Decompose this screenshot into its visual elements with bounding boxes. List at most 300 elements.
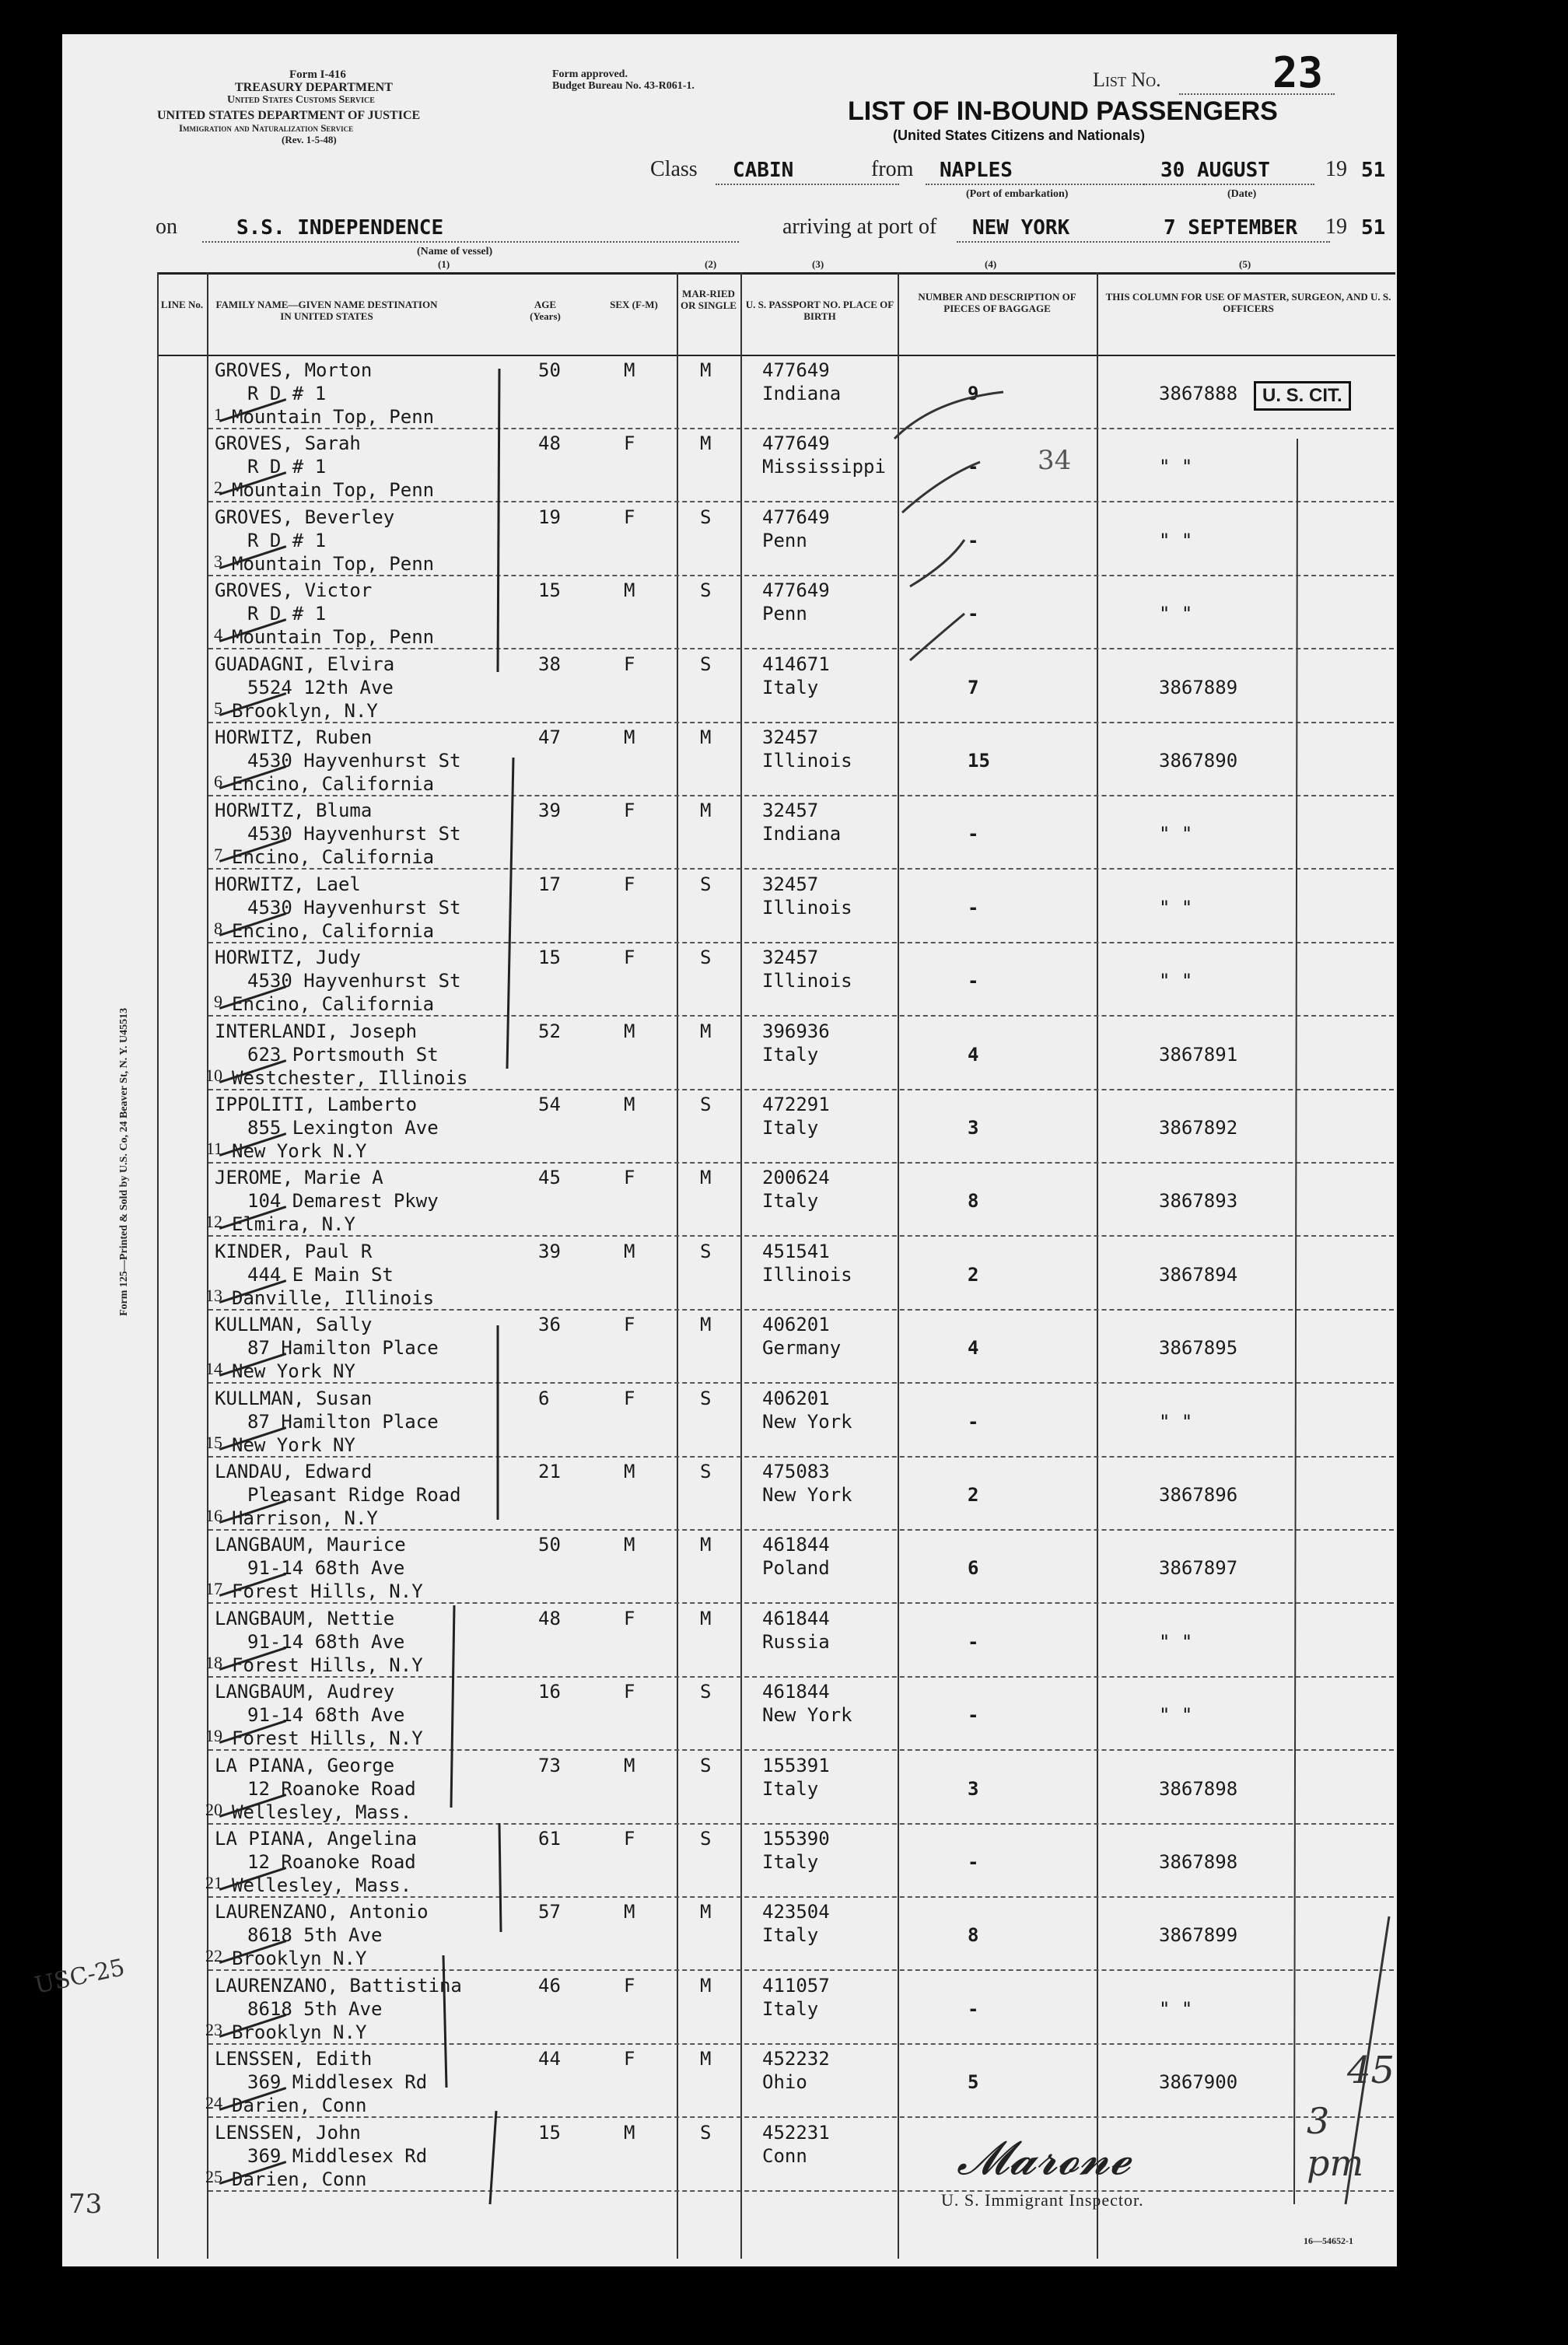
line-number: 1 bbox=[214, 404, 222, 424]
printer-imprint: Form 125—Printed & Sold by U.S. Co, 24 Beaver St, N. Y. U45513 bbox=[118, 1007, 130, 1316]
age: 16 bbox=[538, 1681, 561, 1703]
baggage-count: 2 bbox=[968, 1484, 979, 1506]
officer-number: 3867900 bbox=[1159, 2071, 1238, 2094]
vessel-name: S.S. INDEPENDENCE bbox=[236, 216, 444, 240]
address-line-1: 91-14 68th Ave bbox=[247, 1630, 405, 1653]
baggage-count: - bbox=[968, 1410, 979, 1433]
place-of-birth: Illinois bbox=[762, 1263, 852, 1286]
col-head-passport: U. S. PASSPORT NO. PLACE OF BIRTH bbox=[745, 299, 894, 322]
address-line-2: Encino, California bbox=[232, 846, 435, 869]
passport-number: 452231 bbox=[762, 2121, 830, 2144]
address-line-1: 12 Roanoke Road bbox=[247, 1851, 416, 1873]
passport-number: 477649 bbox=[762, 359, 830, 381]
embarkation-port: NAPLES bbox=[940, 159, 1013, 182]
address-line-1: 444 E Main St bbox=[247, 1263, 394, 1286]
address-line-1: 87 Hamilton Place bbox=[247, 1410, 439, 1433]
address-line-2: Brooklyn, N.Y bbox=[232, 699, 378, 722]
colnum-3: (3) bbox=[812, 258, 824, 270]
place-of-birth: Illinois bbox=[762, 970, 852, 992]
passport-number: 461844 bbox=[762, 1534, 830, 1556]
sex: M bbox=[624, 1534, 635, 1556]
sex: F bbox=[624, 1974, 635, 1997]
marital-status: M bbox=[700, 1020, 712, 1042]
arriving-label: arriving at port of bbox=[782, 215, 937, 239]
address-line-1: 87 Hamilton Place bbox=[247, 1337, 439, 1360]
marital-status: M bbox=[700, 1167, 712, 1189]
embarkation-date: 30 AUGUST bbox=[1160, 159, 1270, 182]
address-line-1: 4530 Hayvenhurst St bbox=[247, 970, 461, 992]
marital-status: M bbox=[700, 1901, 712, 1923]
passenger-name: GUADAGNI, Elvira bbox=[215, 653, 395, 675]
passenger-name: INTERLANDI, Joseph bbox=[215, 1020, 418, 1042]
age: 46 bbox=[538, 1974, 561, 1997]
place-of-birth: Indiana bbox=[762, 823, 842, 845]
line-number: 20 bbox=[205, 1799, 222, 1819]
line-number: 25 bbox=[205, 2166, 222, 2186]
passenger-name: KINDER, Paul R bbox=[215, 1240, 373, 1262]
officer-number: 3867889 bbox=[1159, 676, 1238, 698]
place-of-birth: Illinois bbox=[762, 750, 852, 772]
bottom-margin-note: 73 bbox=[68, 2189, 103, 2220]
sex: M bbox=[624, 1461, 635, 1482]
baggage-count: 2 bbox=[968, 1263, 979, 1286]
marital-status: S bbox=[700, 1387, 712, 1409]
officer-number: 3867892 bbox=[1159, 1117, 1238, 1139]
class-value: CABIN bbox=[733, 159, 794, 182]
list-subtitle: (United States Citizens and Nationals) bbox=[893, 128, 1146, 143]
passenger-name: LAURENZANO, Battistina bbox=[215, 1974, 462, 1997]
col-head-sex: SEX (F-M) bbox=[610, 299, 658, 310]
age: 48 bbox=[538, 432, 561, 455]
address-line-2: Mountain Top, Penn bbox=[232, 479, 435, 502]
baggage-count: - bbox=[968, 603, 979, 625]
baggage-count: 4 bbox=[968, 1337, 979, 1360]
officer-number: 3867893 bbox=[1159, 1190, 1238, 1213]
date-caption: (Date) bbox=[1227, 188, 1257, 200]
place-of-birth: Italy bbox=[762, 1851, 819, 1873]
passenger-name: HORWITZ, Bluma bbox=[215, 800, 373, 822]
marital-status: S bbox=[700, 1828, 712, 1850]
passport-number: 414671 bbox=[762, 653, 830, 675]
passport-number: 461844 bbox=[762, 1681, 830, 1703]
place-of-birth: Italy bbox=[762, 1777, 819, 1800]
line-number: 18 bbox=[205, 1652, 222, 1672]
passport-number: 32457 bbox=[762, 873, 819, 895]
line-number: 5 bbox=[214, 698, 222, 718]
address-line-1: 623 Portsmouth St bbox=[247, 1043, 439, 1066]
line-number: 14 bbox=[205, 1359, 222, 1379]
sex: F bbox=[624, 1828, 635, 1850]
passport-number: 472291 bbox=[762, 1094, 830, 1115]
sex: M bbox=[624, 1240, 635, 1262]
list-title: LIST OF IN-BOUND PASSENGERS bbox=[848, 96, 1278, 126]
place-of-birth: Penn bbox=[762, 529, 807, 551]
vessel-caption: (Name of vessel) bbox=[417, 246, 493, 257]
marital-status: S bbox=[700, 506, 712, 528]
baggage-count: 7 bbox=[968, 676, 979, 698]
marital-status: M bbox=[700, 1974, 712, 1997]
colnum-2: (2) bbox=[705, 258, 717, 270]
officer-number: " " bbox=[1159, 603, 1193, 625]
place-of-birth: Conn bbox=[762, 2144, 807, 2167]
sex: M bbox=[624, 726, 635, 748]
passenger-name: LANDAU, Edward bbox=[215, 1461, 373, 1482]
address-line-2: Encino, California bbox=[232, 773, 435, 795]
place-of-birth: Mississippi bbox=[762, 456, 886, 478]
baggage-count: 8 bbox=[968, 1924, 979, 1947]
marital-status: S bbox=[700, 653, 712, 675]
baggage-count: 8 bbox=[968, 1190, 979, 1213]
line-number: 13 bbox=[205, 1285, 222, 1305]
officer-number: " " bbox=[1159, 896, 1193, 919]
baggage-count: - bbox=[968, 823, 979, 845]
line-number: 10 bbox=[205, 1065, 222, 1085]
passenger-name: HORWITZ, Judy bbox=[215, 947, 361, 969]
age: 52 bbox=[538, 1020, 561, 1042]
officer-number: " " bbox=[1159, 456, 1193, 478]
address-line-1: 369 Middlesex Rd bbox=[247, 2144, 428, 2167]
col-head-line: LINE No. bbox=[160, 299, 204, 310]
baggage-count: - bbox=[968, 896, 979, 919]
officer-number: " " bbox=[1159, 1704, 1193, 1727]
arr-year: 51 bbox=[1361, 216, 1386, 240]
sex: F bbox=[624, 947, 635, 969]
line-number: 19 bbox=[205, 1726, 222, 1746]
place-of-birth: Italy bbox=[762, 1043, 819, 1066]
place-of-birth: Indiana bbox=[762, 383, 842, 404]
baggage-count: 3 bbox=[968, 1117, 979, 1139]
passport-number: 396936 bbox=[762, 1020, 830, 1042]
form-approved: Form approved. bbox=[552, 68, 628, 80]
address-line-1: 8618 5th Ave bbox=[247, 1924, 383, 1947]
address-line-1: Pleasant Ridge Road bbox=[247, 1484, 461, 1506]
age: 15 bbox=[538, 2121, 561, 2144]
marital-status: S bbox=[700, 873, 712, 895]
officer-number: 3867898 bbox=[1159, 1777, 1238, 1800]
marital-status: M bbox=[700, 2048, 712, 2070]
marital-status: M bbox=[700, 1607, 712, 1629]
list-no-label: List No. bbox=[1093, 68, 1161, 91]
sex: F bbox=[624, 1314, 635, 1336]
class-label: Class bbox=[650, 157, 698, 181]
sex: F bbox=[624, 506, 635, 528]
col-head-baggage: NUMBER AND DESCRIPTION OF PIECES OF BAGGAGE bbox=[918, 291, 1076, 314]
place-of-birth: Italy bbox=[762, 1997, 819, 2020]
age: 50 bbox=[538, 1534, 561, 1556]
on-label: on bbox=[156, 215, 177, 239]
margin-note-usc: USC-25 bbox=[32, 1954, 128, 2000]
baggage-count: - bbox=[968, 1851, 979, 1873]
colnum-5: (5) bbox=[1239, 258, 1251, 270]
baggage-count: - bbox=[968, 970, 979, 992]
arrival-date: 7 SEPTEMBER bbox=[1164, 216, 1298, 240]
colnum-4: (4) bbox=[985, 258, 997, 270]
age: 47 bbox=[538, 726, 561, 748]
sex: F bbox=[624, 653, 635, 675]
emb-year: 51 bbox=[1361, 159, 1386, 182]
passport-number: 32457 bbox=[762, 947, 819, 969]
officer-number: " " bbox=[1159, 970, 1193, 992]
place-of-birth: Poland bbox=[762, 1557, 830, 1580]
passenger-name: LANGBAUM, Audrey bbox=[215, 1681, 395, 1703]
passenger-name: KULLMAN, Sally bbox=[215, 1314, 373, 1336]
baggage-count: 9 bbox=[968, 383, 979, 404]
passport-number: 451541 bbox=[762, 1240, 830, 1262]
address-line-1: 855 Lexington Ave bbox=[247, 1117, 439, 1139]
address-line-1: 91-14 68th Ave bbox=[247, 1704, 405, 1727]
form-number: Form I-416 bbox=[289, 68, 346, 81]
passport-number: 32457 bbox=[762, 800, 819, 822]
line-number: 17 bbox=[205, 1579, 222, 1599]
address-line-2: Harrison, N.Y bbox=[232, 1507, 378, 1529]
sex: F bbox=[624, 1607, 635, 1629]
line-number: 9 bbox=[214, 992, 222, 1012]
marital-status: S bbox=[700, 2121, 712, 2144]
marital-status: M bbox=[700, 1314, 712, 1336]
line-number: 15 bbox=[205, 1432, 222, 1452]
address-line-2: New York N.Y bbox=[232, 1140, 367, 1162]
address-line-2: Danville, Illinois bbox=[232, 1286, 435, 1309]
address-line-2: Westchester, Illinois bbox=[232, 1066, 468, 1089]
address-line-1: 4530 Hayvenhurst St bbox=[247, 823, 461, 845]
age: 61 bbox=[538, 1828, 561, 1850]
baggage-count: 5 bbox=[968, 2071, 979, 2094]
age: 50 bbox=[538, 359, 561, 381]
port-caption: (Port of embarkation) bbox=[966, 188, 1069, 200]
address-line-1: R D # 1 bbox=[247, 456, 327, 478]
address-line-1: 369 Middlesex Rd bbox=[247, 2071, 428, 2094]
passenger-name: GROVES, Morton bbox=[215, 359, 373, 381]
age: 44 bbox=[538, 2048, 561, 2070]
place-of-birth: Italy bbox=[762, 1924, 819, 1947]
officer-number: " " bbox=[1159, 823, 1193, 845]
line-number: 3 bbox=[214, 551, 222, 571]
passport-number: 155390 bbox=[762, 1828, 830, 1850]
passenger-name: HORWITZ, Lael bbox=[215, 873, 361, 895]
inspector-label: U. S. Immigrant Inspector. bbox=[941, 2190, 1144, 2210]
address-line-2: New York NY bbox=[232, 1360, 355, 1383]
sex: F bbox=[624, 1387, 635, 1409]
place-of-birth: Penn bbox=[762, 603, 807, 625]
marital-status: S bbox=[700, 1681, 712, 1703]
sex: F bbox=[624, 873, 635, 895]
line-number: 7 bbox=[214, 845, 222, 865]
officer-number: 3867895 bbox=[1159, 1337, 1238, 1360]
officer-number: " " bbox=[1159, 1410, 1193, 1433]
passenger-name: GROVES, Victor bbox=[215, 579, 373, 602]
address-line-2: Wellesley, Mass. bbox=[232, 1874, 412, 1896]
baggage-count: 3 bbox=[968, 1777, 979, 1800]
passenger-name: JEROME, Marie A bbox=[215, 1167, 383, 1189]
address-line-1: R D # 1 bbox=[247, 603, 327, 625]
marital-status: M bbox=[700, 726, 712, 748]
place-of-birth: Italy bbox=[762, 1117, 819, 1139]
age: 17 bbox=[538, 873, 561, 895]
treasury-dept: TREASURY DEPARTMENT bbox=[235, 81, 393, 94]
passenger-name: GROVES, Beverley bbox=[215, 506, 395, 528]
marital-status: S bbox=[700, 579, 712, 602]
baggage-count: - bbox=[968, 1704, 979, 1727]
pen-brackets bbox=[62, 34, 1397, 2266]
passenger-name: LA PIANA, Angelina bbox=[215, 1828, 418, 1850]
officer-number: " " bbox=[1159, 1630, 1193, 1653]
officer-number: 3867888 bbox=[1159, 383, 1238, 404]
passport-number: 200624 bbox=[762, 1167, 830, 1189]
address-line-1: 4530 Hayvenhurst St bbox=[247, 750, 461, 772]
marital-status: M bbox=[700, 359, 712, 381]
officer-number: 3867899 bbox=[1159, 1924, 1238, 1947]
baggage-count: 6 bbox=[968, 1557, 979, 1580]
baggage-count: - bbox=[968, 529, 979, 551]
place-of-birth: New York bbox=[762, 1484, 852, 1506]
baggage-count: 15 bbox=[968, 750, 990, 772]
budget-number: Budget Bureau No. 43-R061-1. bbox=[552, 80, 695, 92]
place-of-birth: Germany bbox=[762, 1337, 842, 1360]
address-line-1: 104 Demarest Pkwy bbox=[247, 1190, 439, 1213]
age: 48 bbox=[538, 1607, 561, 1629]
officer-number: 3867897 bbox=[1159, 1557, 1238, 1580]
marital-status: S bbox=[700, 947, 712, 969]
col-head-married: MAR-RIED OR SINGLE bbox=[681, 288, 737, 311]
passport-number: 406201 bbox=[762, 1387, 830, 1409]
line-number: 8 bbox=[214, 918, 222, 938]
age: 54 bbox=[538, 1094, 561, 1115]
officer-number: 3867896 bbox=[1159, 1484, 1238, 1506]
address-line-1: R D # 1 bbox=[247, 383, 327, 404]
address-line-2: Mountain Top, Penn bbox=[232, 552, 435, 575]
line-number: 6 bbox=[214, 772, 222, 791]
passport-number: 406201 bbox=[762, 1314, 830, 1336]
passport-number: 477649 bbox=[762, 432, 830, 455]
address-line-2: Darien, Conn bbox=[232, 2095, 367, 2117]
address-line-2: Elmira, N.Y bbox=[232, 1213, 355, 1236]
line-number: 12 bbox=[205, 1212, 222, 1232]
officer-number: 3867891 bbox=[1159, 1043, 1238, 1066]
passenger-name: LANGBAUM, Nettie bbox=[215, 1607, 395, 1629]
place-of-birth: New York bbox=[762, 1704, 852, 1727]
place-of-birth: New York bbox=[762, 1410, 852, 1433]
revision-label: (Rev. 1-5-48) bbox=[282, 134, 337, 145]
officer-number: 3867890 bbox=[1159, 750, 1238, 772]
place-of-birth: Italy bbox=[762, 1190, 819, 1213]
passenger-name: HORWITZ, Ruben bbox=[215, 726, 373, 748]
passenger-name: LA PIANA, George bbox=[215, 1754, 395, 1776]
baggage-count: - bbox=[968, 1997, 979, 2020]
marital-status: M bbox=[700, 432, 712, 455]
officer-number: " " bbox=[1159, 1997, 1193, 2020]
age: 15 bbox=[538, 947, 561, 969]
from-label: from bbox=[871, 157, 914, 181]
place-of-birth: Russia bbox=[762, 1630, 830, 1653]
passport-number: 452232 bbox=[762, 2048, 830, 2070]
sex: M bbox=[624, 2121, 635, 2144]
line-number: 24 bbox=[205, 2093, 222, 2113]
sex: M bbox=[624, 579, 635, 602]
age: 15 bbox=[538, 579, 561, 602]
line-number: 21 bbox=[205, 1873, 222, 1892]
place-of-birth: Illinois bbox=[762, 896, 852, 919]
line-number: 4 bbox=[214, 625, 222, 645]
passport-number: 475083 bbox=[762, 1461, 830, 1482]
age: 6 bbox=[538, 1387, 550, 1409]
address-line-2: Mountain Top, Penn bbox=[232, 406, 435, 428]
age: 19 bbox=[538, 506, 561, 528]
address-line-2: New York NY bbox=[232, 1433, 355, 1456]
age: 39 bbox=[538, 1240, 561, 1262]
passport-number: 423504 bbox=[762, 1901, 830, 1923]
sex: M bbox=[624, 359, 635, 381]
passport-number: 411057 bbox=[762, 1974, 830, 1997]
marital-status: S bbox=[700, 1461, 712, 1482]
address-line-1: 4530 Hayvenhurst St bbox=[247, 896, 461, 919]
address-line-2: Forest Hills, N.Y bbox=[232, 1580, 423, 1603]
sex: F bbox=[624, 1167, 635, 1189]
address-line-2: Brooklyn N.Y bbox=[232, 1948, 367, 1970]
passport-number: 477649 bbox=[762, 579, 830, 602]
passenger-name: GROVES, Sarah bbox=[215, 432, 361, 455]
col-head-name: FAMILY NAME—GIVEN NAME DESTINATION IN UNITED STATES bbox=[215, 299, 438, 322]
passenger-name: LANGBAUM, Maurice bbox=[215, 1534, 406, 1556]
col-head-officer: THIS COLUMN FOR USE OF MASTER, SURGEON, AND U. S. OFFICERS bbox=[1105, 291, 1391, 314]
sex: F bbox=[624, 2048, 635, 2070]
passport-number: 461844 bbox=[762, 1607, 830, 1629]
passenger-name: LENSSEN, Edith bbox=[215, 2048, 373, 2070]
marital-status: S bbox=[700, 1754, 712, 1776]
officer-number: " " bbox=[1159, 529, 1193, 551]
line-number: 16 bbox=[205, 1506, 222, 1525]
marital-status: M bbox=[700, 800, 712, 822]
handwritten-34: 34 bbox=[1038, 445, 1072, 476]
sex: F bbox=[624, 800, 635, 822]
passport-number: 32457 bbox=[762, 726, 819, 748]
line-number: 23 bbox=[205, 2019, 222, 2039]
doj-label: UNITED STATES DEPARTMENT OF JUSTICE bbox=[157, 109, 421, 122]
passport-number: 155391 bbox=[762, 1754, 830, 1776]
age: 73 bbox=[538, 1754, 561, 1776]
emb-year-prefix: 19 bbox=[1325, 157, 1347, 181]
passenger-name: LENSSEN, John bbox=[215, 2121, 361, 2144]
baggage-count: 4 bbox=[968, 1043, 979, 1066]
line-number: 22 bbox=[205, 1946, 222, 1966]
inspector-signature: 𝓜𝓪𝓻𝓸𝓷𝓮 bbox=[957, 2131, 1131, 2186]
arr-year-prefix: 19 bbox=[1325, 215, 1347, 239]
passenger-name: LAURENZANO, Antonio bbox=[215, 1901, 429, 1923]
marital-status: S bbox=[700, 1094, 712, 1115]
arrival-port: NEW YORK bbox=[972, 216, 1070, 240]
line-number: 2 bbox=[214, 478, 222, 498]
handwritten-45: 45 bbox=[1347, 2049, 1395, 2092]
age: 38 bbox=[538, 653, 561, 675]
list-number: 23 bbox=[1272, 48, 1324, 97]
footer-code: 16—54652-1 bbox=[1304, 2235, 1353, 2246]
officer-number: 3867898 bbox=[1159, 1851, 1238, 1873]
address-line-2: Encino, California bbox=[232, 919, 435, 942]
passenger-name: IPPOLITI, Lamberto bbox=[215, 1094, 418, 1115]
address-line-1: 5524 12th Ave bbox=[247, 676, 394, 698]
sex: M bbox=[624, 1020, 635, 1042]
sex: M bbox=[624, 1094, 635, 1115]
us-citizen-stamp: U. S. CIT. bbox=[1254, 381, 1351, 411]
sex: M bbox=[624, 1754, 635, 1776]
address-line-1: 91-14 68th Ave bbox=[247, 1557, 405, 1580]
customs-service: United States Customs Service bbox=[227, 94, 375, 106]
address-line-2: Forest Hills, N.Y bbox=[232, 1727, 423, 1750]
handwritten-3pm: 3 pm bbox=[1307, 2100, 1364, 2184]
passport-number: 477649 bbox=[762, 506, 830, 528]
sex: F bbox=[624, 432, 635, 455]
place-of-birth: Ohio bbox=[762, 2071, 807, 2094]
sex: F bbox=[624, 1681, 635, 1703]
